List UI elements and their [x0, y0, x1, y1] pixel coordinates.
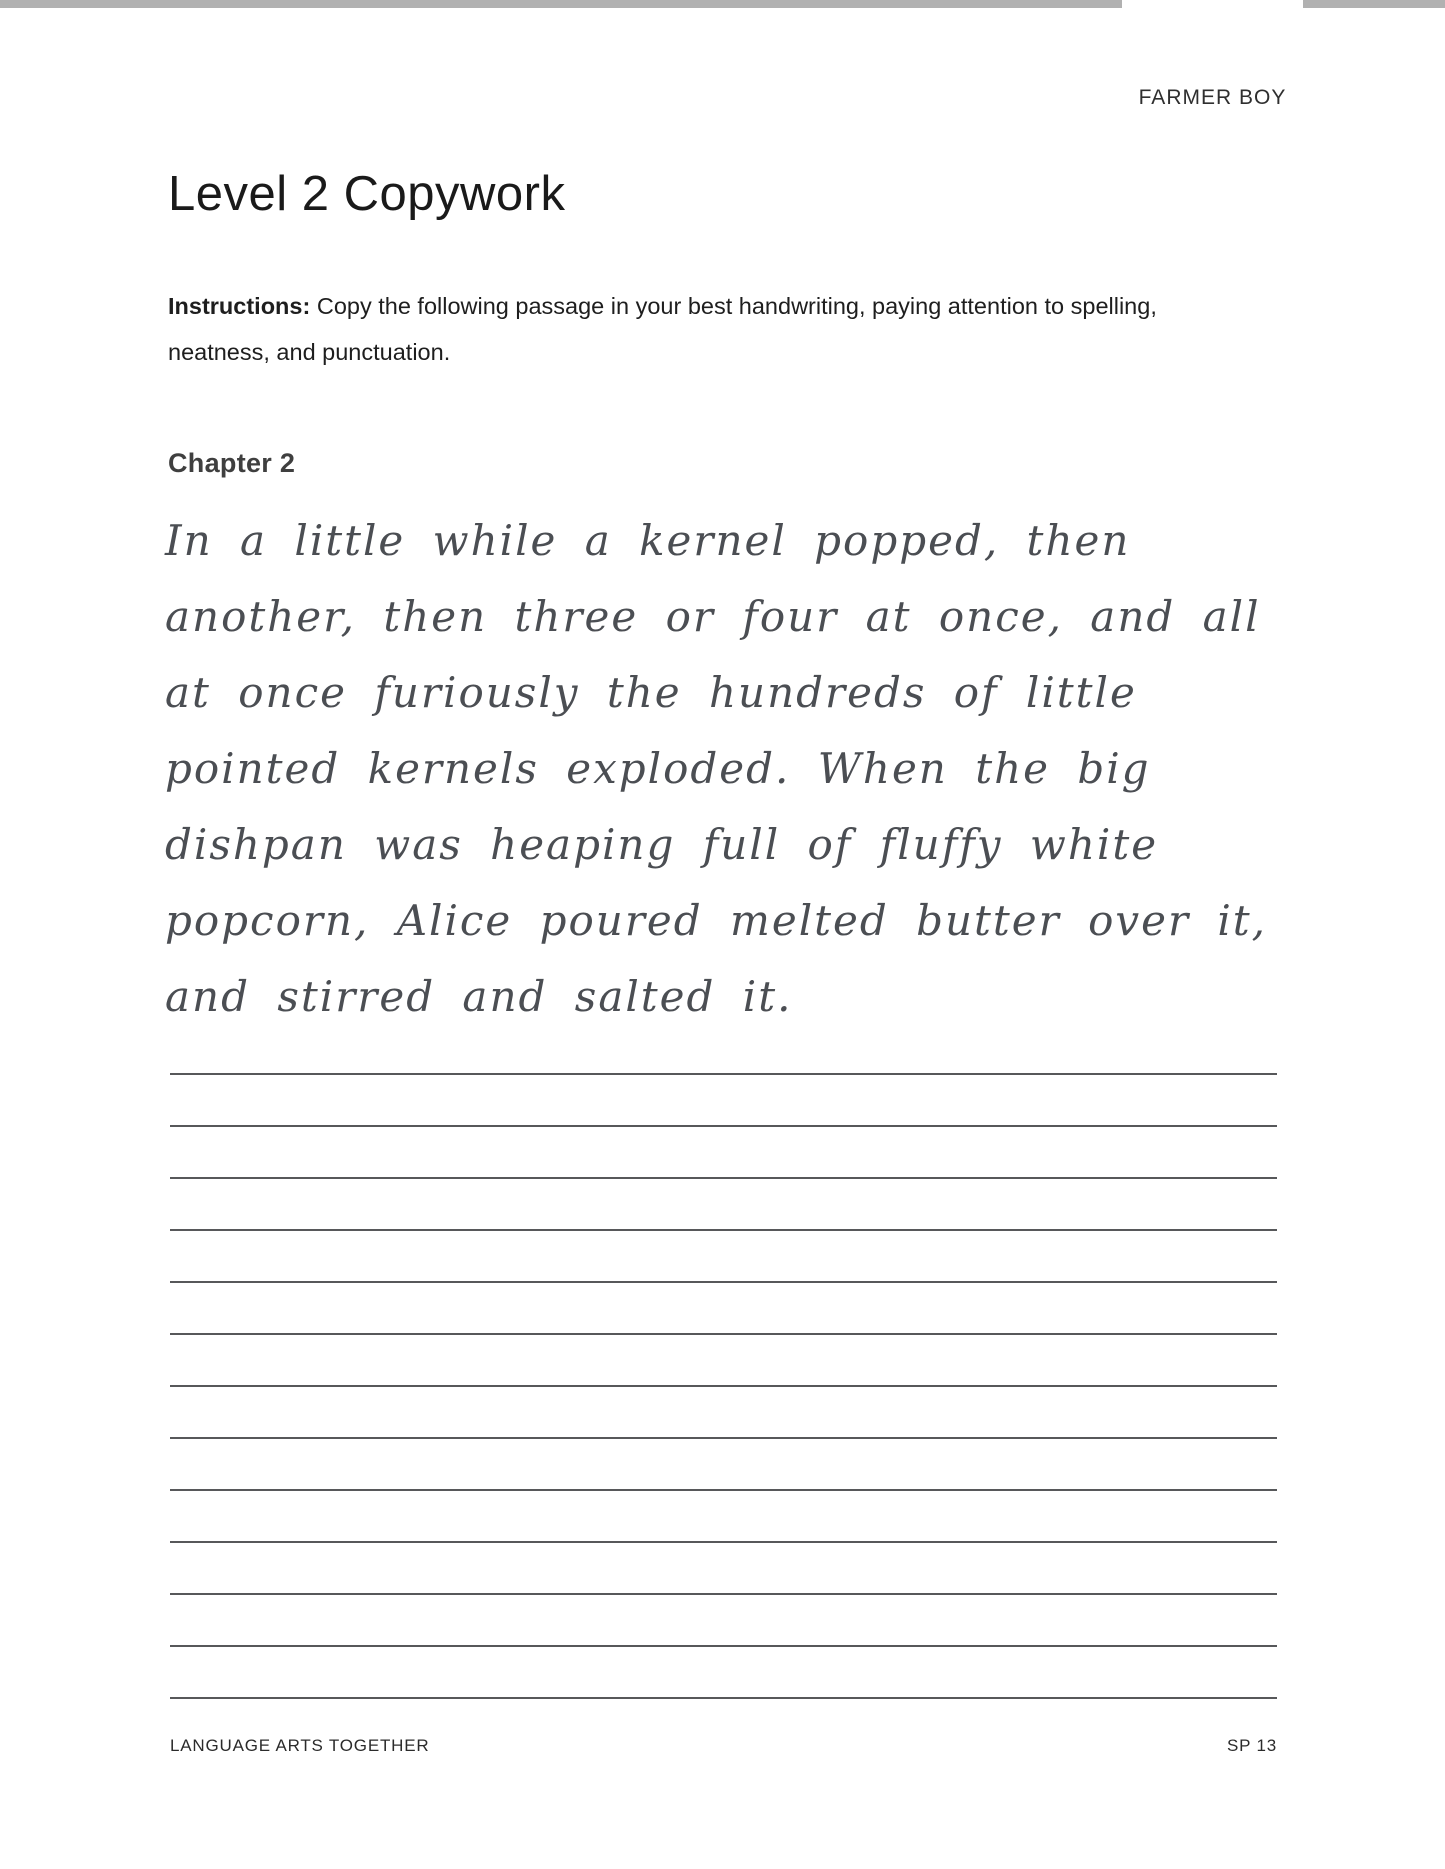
header-rule-right	[1303, 0, 1445, 8]
instructions-label: Instructions:	[168, 293, 311, 319]
chapter-heading: Chapter 2	[168, 448, 296, 478]
copywork-passage	[165, 503, 1305, 1035]
passage-line: and stirred and salted it.	[165, 972, 793, 1021]
instructions	[168, 283, 1208, 375]
writing-line	[170, 1073, 1277, 1075]
passage-line: another, then three or four at once, and all	[165, 592, 1261, 641]
page-title: Level 2 Copywork	[168, 167, 566, 221]
writing-line	[170, 1645, 1277, 1647]
writing-line	[170, 1229, 1277, 1231]
writing-line	[170, 1125, 1277, 1127]
passage-line: dishpan was heaping full of fluffy white	[165, 820, 1159, 869]
footer-left: LANGUAGE ARTS TOGETHER	[170, 1736, 430, 1755]
passage-line: pointed kernels exploded. When the big	[165, 744, 1151, 793]
writing-line	[170, 1385, 1277, 1387]
header-rule-left	[0, 0, 1122, 8]
writing-line	[170, 1593, 1277, 1595]
writing-lines	[170, 1073, 1277, 1749]
writing-line	[170, 1333, 1277, 1335]
passage-line: In a little while a kernel popped, then	[165, 516, 1131, 565]
writing-line	[170, 1489, 1277, 1491]
header-book-title: FARMER BOY	[1138, 86, 1287, 109]
passage-line: at once furiously the hundreds of little	[165, 668, 1137, 717]
writing-line	[170, 1697, 1277, 1699]
writing-line	[170, 1541, 1277, 1543]
passage-line: popcorn, Alice poured melted butter over it,	[165, 896, 1268, 945]
writing-line	[170, 1281, 1277, 1283]
footer-right: SP 13	[1226, 1736, 1277, 1755]
writing-line	[170, 1437, 1277, 1439]
writing-line	[170, 1177, 1277, 1179]
instructions-text: Copy the following passage in your best handwriting, paying attention to spelling, neatness, and punctuation.	[168, 293, 1157, 365]
